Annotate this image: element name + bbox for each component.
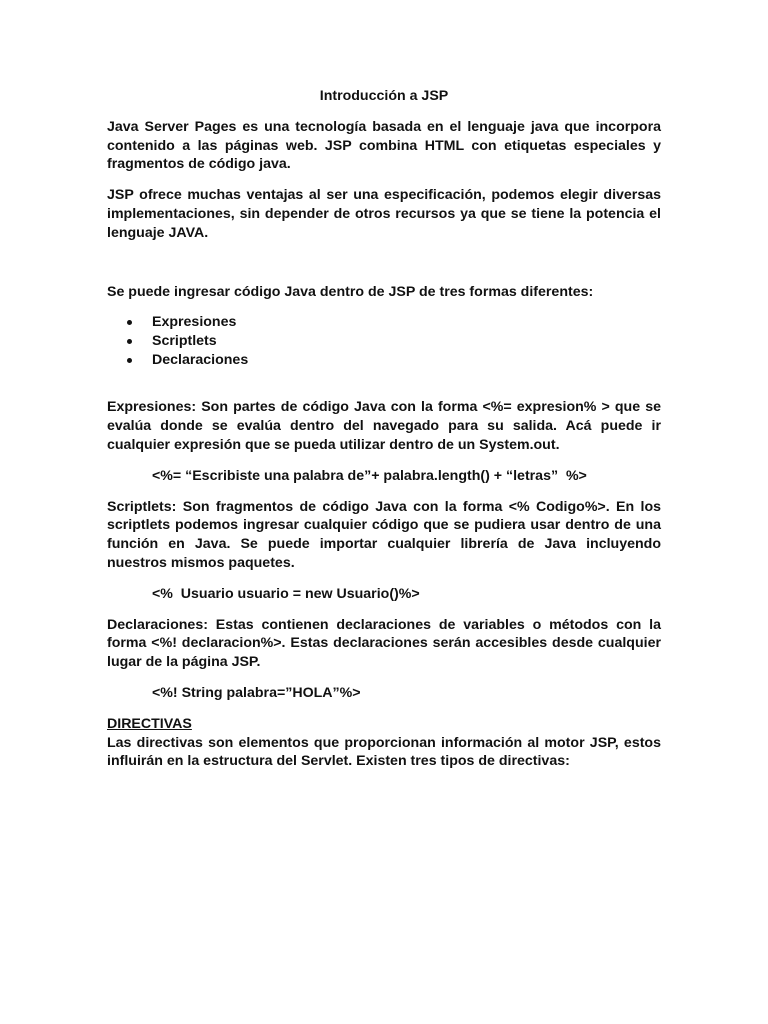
paragraph-expresiones: Expresiones: Son partes de código Java con la forma <%= expresion% > que se evalúa donde se evalúa dentro del navegado para su salida. Acá puede ir cualquier expresión que se pueda utilizar dentro de un System.out. — [107, 399, 661, 453]
list-item-label: Scriptlets — [152, 333, 217, 350]
bullet-icon — [127, 339, 132, 344]
code-example-declaracion: <%! String palabra=”HOLA”%> — [152, 684, 361, 701]
paragraph-scriptlets: Scriptlets: Son fragmentos de código Java con la forma <% Codigo%>. En los scriptlets podemos ingresar cualquier código que se pudiera usar dentro de una función en Java. Se puede importar cualquier librería de Java incluyendo nuestros mismos paquetes. — [107, 498, 661, 571]
list-item-label: Expresiones — [152, 314, 237, 331]
paragraph-forms-intro: Se puede ingresar código Java dentro de JSP de tres formas diferentes: — [107, 283, 594, 300]
list-item-label: Declaraciones — [152, 352, 249, 369]
paragraph-directivas: Las directivas son elementos que proporcionan información al motor JSP, estos influirán en la estructura del Servlet. Existen tres tipos de directivas: — [107, 734, 661, 770]
paragraph-intro-2: JSP ofrece muchas ventajas al ser una especificación, podemos elegir diversas implementaciones, sin depender de otros recursos ya que se tiene la potencia el lenguaje JAVA. — [107, 187, 661, 241]
code-example-scriptlet: <% Usuario usuario = new Usuario()%> — [152, 585, 420, 602]
page-title: Introducción a JSP — [319, 88, 449, 104]
heading-directivas: DIRECTIVAS — [107, 715, 192, 732]
paragraph-intro-1: Java Server Pages es una tecnología basada en el lenguaje java que incorpora contenido a las páginas web. JSP combina HTML con etiquetas especiales y fragmentos de código java. — [107, 118, 661, 173]
paragraph-declaraciones: Declaraciones: Estas contienen declaraciones de variables o métodos con la forma <%! declaracion%>. Estas declaraciones serán accesibles desde cualquier lugar de la página JSP. — [107, 616, 661, 671]
list-item — [107, 351, 661, 370]
bullet-icon — [127, 320, 132, 325]
code-example-expresion: <%= “Escribiste una palabra de”+ palabra.length() + “letras” %> — [152, 467, 587, 484]
forms-list — [107, 313, 661, 370]
bullet-icon — [127, 358, 132, 363]
list-item — [107, 332, 661, 351]
list-item — [107, 313, 661, 332]
document-body — [107, 87, 661, 771]
